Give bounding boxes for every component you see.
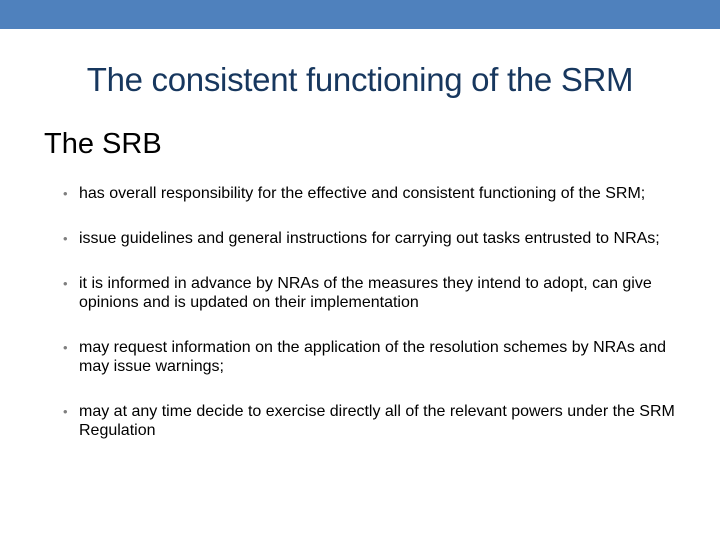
slide-title: The consistent functioning of the SRM [86, 61, 634, 98]
bullet-dot-icon: • [63, 186, 68, 201]
bullet-text: may request information on the application of the resolution schemes by NRAs and may issue warnings; [79, 339, 666, 375]
bullet-dot-icon: • [63, 340, 68, 355]
bullet-text: issue guidelines and general instructions for carrying out tasks entrusted to NRAs; [79, 230, 660, 247]
bullet-item [62, 184, 682, 203]
bullet-dot-icon: • [63, 231, 68, 246]
bullet-item [62, 229, 682, 248]
bullet-dot-icon: • [63, 276, 68, 291]
top-accent-bar [0, 0, 720, 29]
bullet-dot-icon: • [63, 404, 68, 419]
bullet-text: has overall responsibility for the effective and consistent functioning of the SRM; [79, 185, 646, 202]
bullet-text: it is informed in advance by NRAs of the measures they intend to adopt, can give opinions and is updated on their implementation [79, 275, 652, 311]
bullet-item [62, 274, 682, 312]
bullet-text: may at any time decide to exercise directly all of the relevant powers under the SRM Regulation [79, 403, 675, 439]
bullet-item [62, 402, 682, 440]
bullet-list [62, 184, 682, 466]
section-heading: The SRB [44, 128, 162, 160]
bullet-item [62, 338, 682, 376]
